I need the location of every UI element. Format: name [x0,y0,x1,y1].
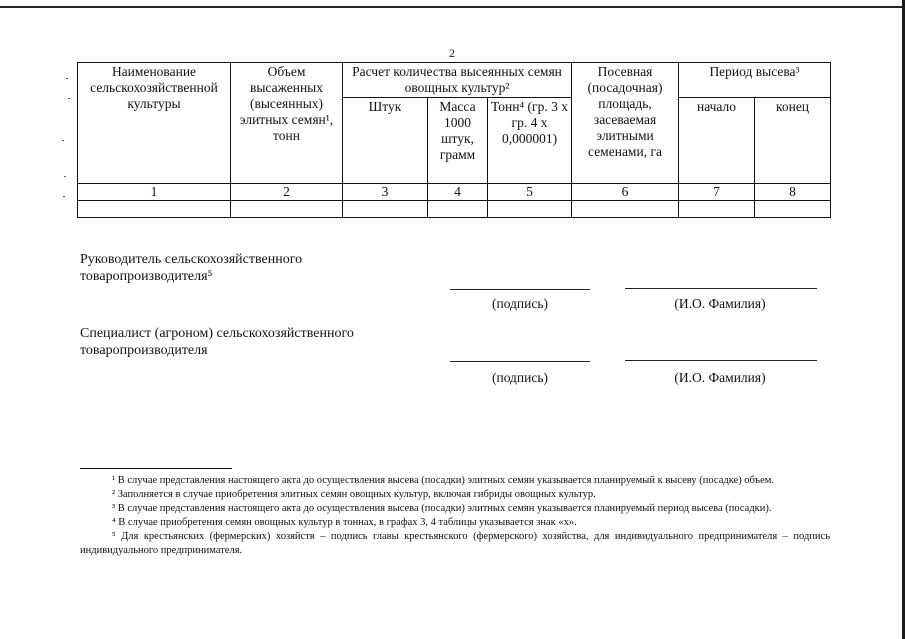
empty-cell [679,201,755,218]
header-sowing-period: Период высева³ [679,63,831,98]
specialist-label: Специалист (агроном) сельскохозяйственного товаропроизводителя [80,326,354,358]
footnote-5: ⁵ Для крестьянских (фермерских) хозяйств – подпись главы крестьянского (фермерского) хозяйства, для индивидуального предпринимателя – подпись индивидуального предпринимателя. [80,531,830,556]
specialist-signature-line [450,361,590,362]
scan-speck [62,140,64,141]
column-number-row [78,184,831,201]
header-crop-name: Наименование сельскохозяйственной культуры [78,63,231,184]
specialist-name-caption: (И.О. Фамилия) [674,370,766,385]
empty-cell [428,201,488,218]
manager-name-line [625,288,817,289]
header-seed-volume: Объем высаженных (высеянных) элитных семян¹, тонн [231,63,343,184]
footnote-separator [80,468,232,469]
header-pieces: Штук [343,98,428,184]
specialist-name-line [625,360,817,361]
footnote-1: ¹ В случае представления настоящего акта до осуществления высева (посадки) элитных семян указывается планируемый к высеву (посадке) объем. [112,475,775,486]
empty-cell [78,201,231,218]
column-number: 4 [428,184,488,201]
header-period-start: начало [679,98,755,184]
empty-cell [755,201,831,218]
footnote-4: ⁴ В случае приобретения семян овощных культур в тоннах, в графах 3, 4 таблицы указывается знак «х». [112,517,577,528]
footnote-3: ³ В случае представления настоящего акта до осуществления высева (посадки) элитных семян указывается планируемый период высева (посадки). [112,503,772,514]
empty-cell [572,201,679,218]
footnote-2: ² Заполняется в случае приобретения элитных семян овощных культур, включая гибриды овощных культур. [112,489,596,500]
manager-label: Руководитель сельскохозяйственного товаропроизводителя⁵ [80,252,303,284]
footnotes [80,474,830,558]
page-number: 2 [449,46,455,60]
column-number: 1 [78,184,231,201]
table-row [78,201,831,218]
form-table [77,62,831,218]
empty-cell [231,201,343,218]
scan-speck [68,98,70,99]
column-number: 7 [679,184,755,201]
empty-cell [343,201,428,218]
header-tons: Тонн⁴ (гр. 3 х гр. 4 х 0,000001) [488,98,572,184]
column-number: 5 [488,184,572,201]
column-number: 6 [572,184,679,201]
header-mass-1000: Масса 1000 штук, грамм [428,98,488,184]
scan-speck [64,176,66,177]
manager-signature-line [450,289,590,290]
column-number: 8 [755,184,831,201]
manager-name-caption: (И.О. Фамилия) [674,296,766,311]
scan-speck [63,196,65,197]
column-number: 3 [343,184,428,201]
scan-edge-top [0,6,905,8]
empty-cell [488,201,572,218]
specialist-signature-caption: (подпись) [491,370,549,385]
column-number: 2 [231,184,343,201]
header-seed-calculation: Расчет количества высеянных семян овощных культур² [343,63,572,98]
header-sowing-area: Посевная (посадочная) площадь, засеваемая элитными семенами, га [572,63,679,184]
scan-speck [66,78,68,79]
manager-signature-caption: (подпись) [491,296,549,311]
header-period-end: конец [755,98,831,184]
